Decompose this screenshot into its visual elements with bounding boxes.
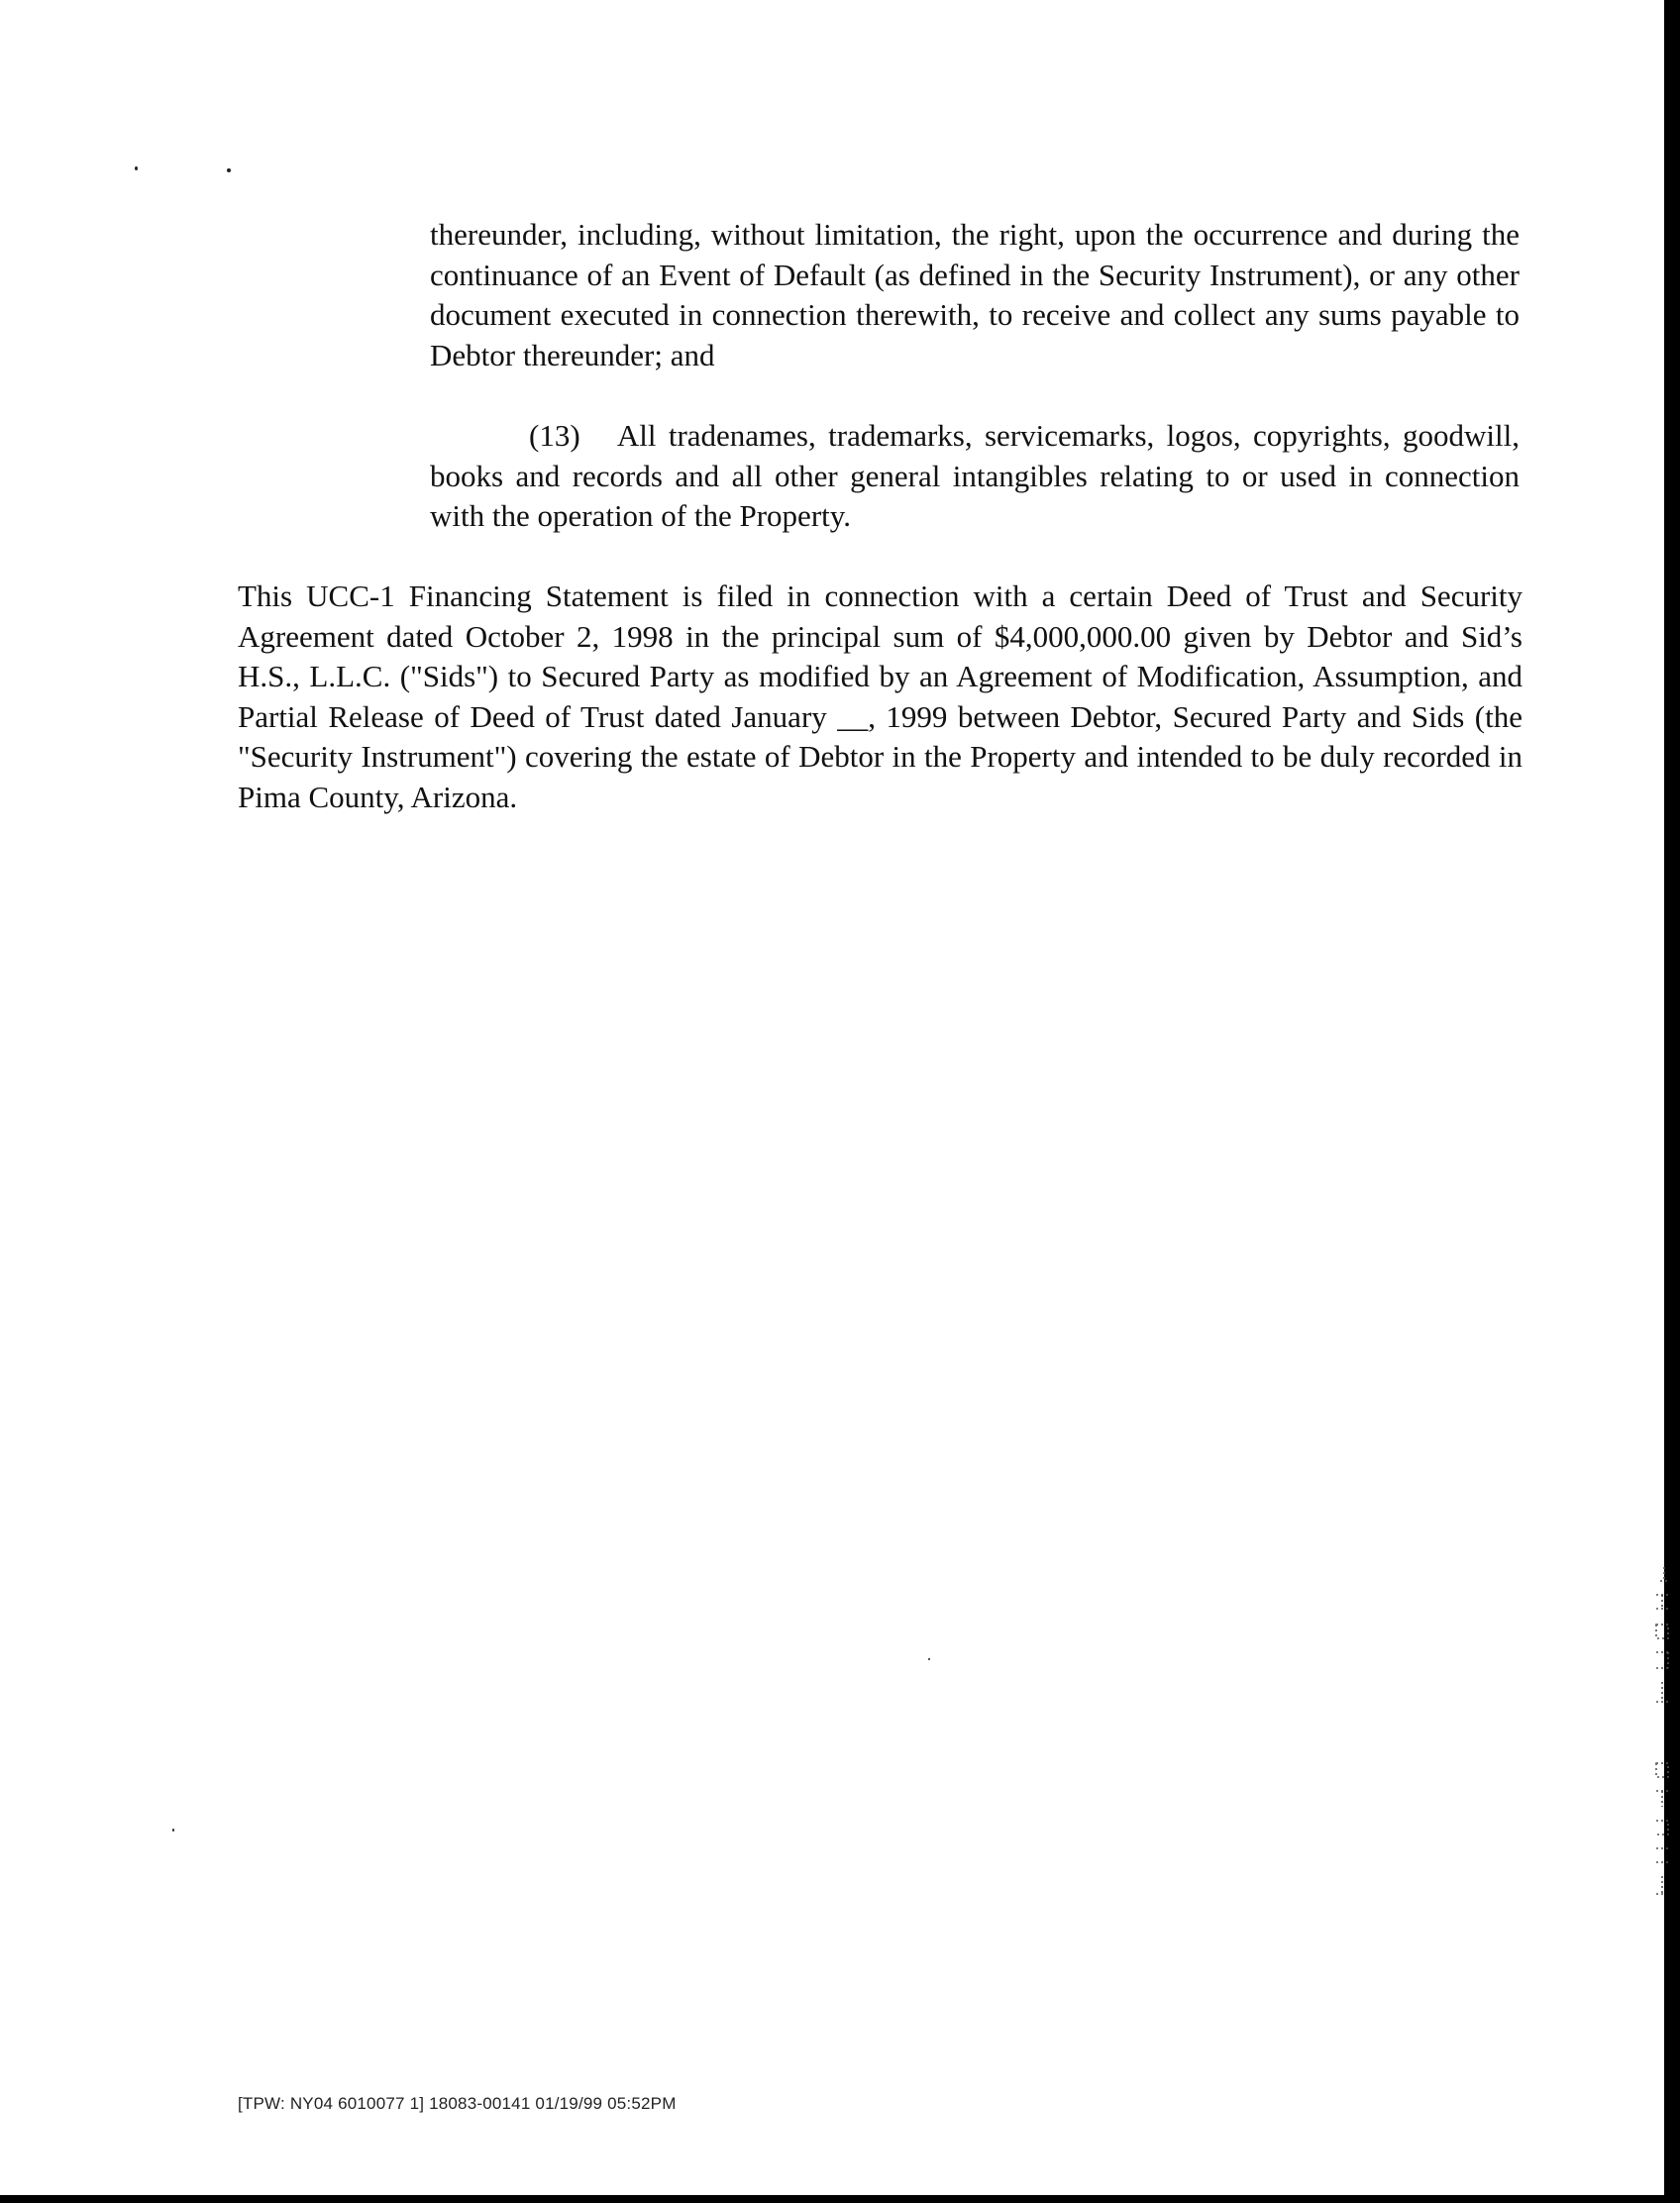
scan-speck [172,1829,174,1832]
document-footer-id: [TPW: NY04 6010077 1] 18083-00141 01/19/99 05:52PM [238,2094,677,2113]
paragraph-item-13: (13) All tradenames, trademarks, servicemarks, logos, copyrights, goodwill, books and records and all other general intangibles relating to or used in connection with the operation of the Property. [430,418,1520,533]
scan-speck [928,1658,930,1660]
paragraph-continuation: thereunder, including, without limitation, the right, upon the occurrence and during the continuance of an Event of Default (as defined in the Security Instrument), or any other document executed in connection therewith, to receive and collect any sums payable to Debtor thereunder; and [430,217,1520,372]
scan-border-bottom [0,2195,1680,2203]
margin-stamp-mark [1634,1555,1674,1951]
scan-speck [227,168,231,172]
scan-speck [135,166,138,170]
paragraph-financing-statement: This UCC-1 Financing Statement is filed in connection with a certain Deed of Trust and Security Agreement dated October 2, 1998 in the principal sum of $4,000,000.00 given by Debtor and Sid’s H.S., L.L.C. ("Sids") to Secured Party as modified by an Agreement of Modification, Assumption, and Partial Release of Deed of Trust dated January __, 1999 between Debtor, Secured Party and Sids (the "Security Instrument") covering the estate of Debtor in the Property and intended to be duly recorded in Pima County, Arizona. [238,578,1522,814]
